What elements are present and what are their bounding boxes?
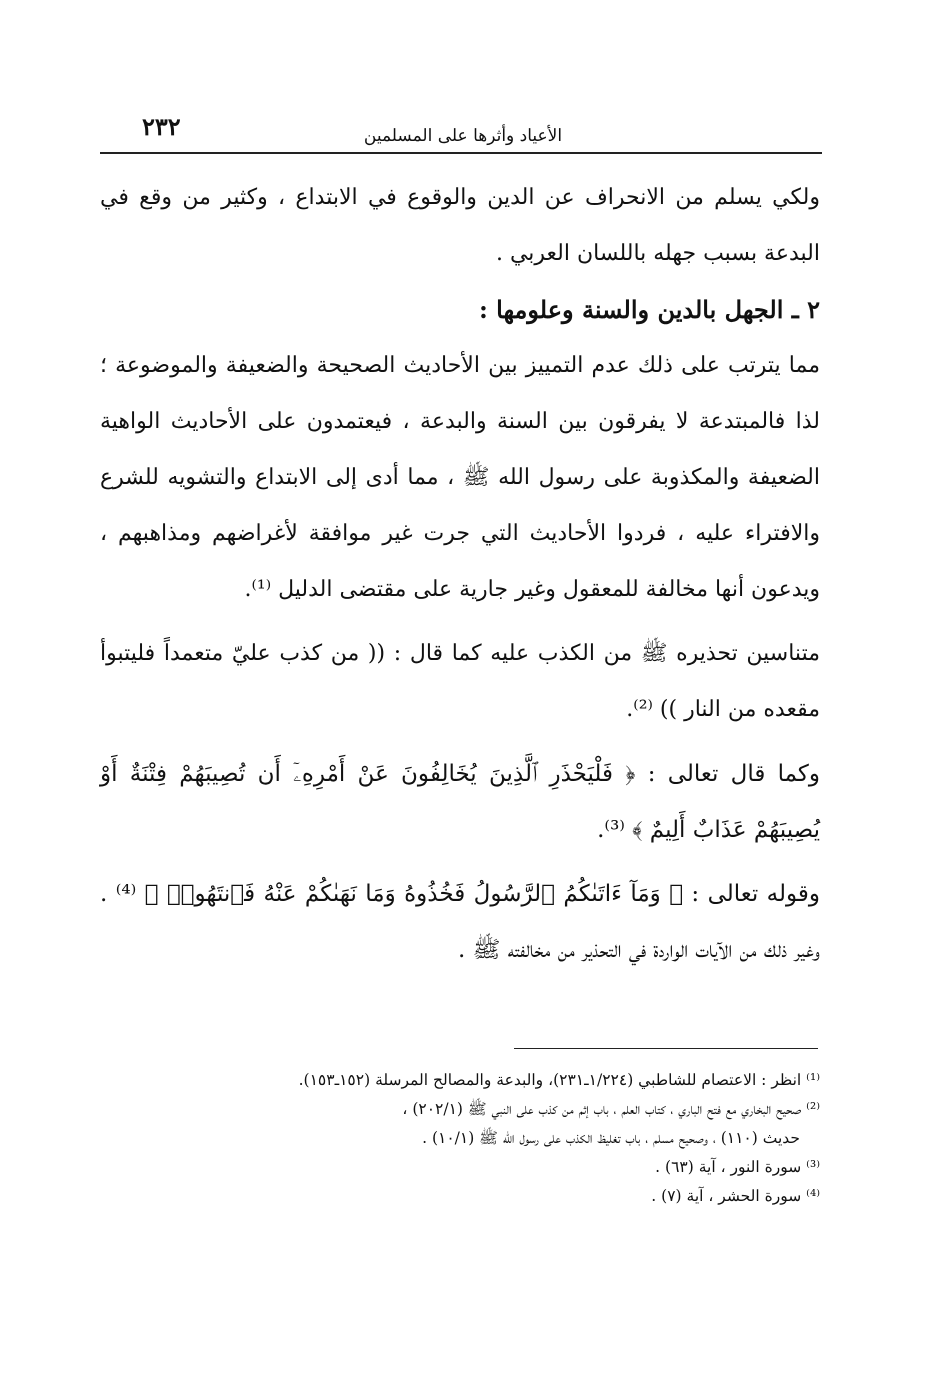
footnote-2-continued: حديث (١١٠) ، وصحيح مسلم ، باب تغليظ الكذب على رسول الله ﷺ (١٠/١) . [422,1129,800,1147]
footnote-divider [514,1048,818,1049]
paragraph-3: متناسين تحذيره ﷺ من الكذب عليه كما قال : (( من كذب عليّ متعمداً فليتبوأ مقعده من النار )) ⁽²⁾. [100,641,820,722]
paragraph-5-verse: وقوله تعالى : ﴿ وَمَآ ءَاتَىٰكُمُ ٱلرَّسُولُ فَخُذُوهُ وَمَا نَهَىٰكُمْ عَنْهُ فَٱنتَهُوا۟ ﴾ ⁽⁴⁾ . وغير ذلك من الآيات الواردة في التحذير من مخالفته ﷺ . [100,881,820,963]
paragraph-4-verse: وكما قال تعالى : ﴿ فَلْيَحْذَرِ ٱلَّذِينَ يُخَالِفُونَ عَنْ أَمْرِهِۦٓ أَن تُصِيبَهُمْ فِتْنَةٌ أَوْ يُصِيبَهُمْ عَذَابٌ أَلِيمٌ ﴾ ⁽³⁾. [100,761,820,843]
header-divider [100,152,822,154]
main-text [100,170,820,978]
footnotes [100,1066,820,1211]
footnote-3: ⁽³⁾ سورة النور ، آية (٦٣) . [655,1158,820,1176]
running-title: الأعياد وأثرها على المسلمين [363,126,563,146]
paragraph-2: مما يترتب على ذلك عدم التمييز بين الأحاديث الصحيحة والضعيفة والموضوعة ؛ لذا فالمبتدعة لا يفرقون بين السنة والبدعة ، فيعتمدون على الأحاديث الواهية الضعيفة والمكذوبة على رسول الله ﷺ ، مما أدى إلى الابتداع والتشويه للشرع والافتراء عليه ، فردوا الأحاديث التي جرت غير موافقة لأغراضهم ومذاهبهم ، ويدعون أنها مخالفة للمعقول وغير جارية على مقتضى الدليل ⁽¹⁾. [100,353,820,602]
footnote-2: ⁽²⁾ صحيح البخاري مع فتح الباري ، كتاب العلم ، باب إثم من كذب على النبي ﷺ (٢٠٢/١) ، [402,1100,820,1118]
page-number: ٢٣٢ [142,112,181,141]
footnote-1: ⁽¹⁾ انظر : الاعتصام للشاطبي (١/٢٢٤ـ٢٣١)، والبدعة والمصالح المرسلة (١٥٢ـ١٥٣). [298,1071,820,1089]
section-heading: ٢ ـ الجهل بالدين والسنة وعلومها : [478,295,820,324]
page-header [100,112,826,156]
paragraph-1: ولكي يسلم من الانحراف عن الدين والوقوع في الابتداع ، وكثير من وقع في البدعة بسبب جهله باللسان العربي . [100,185,820,266]
footnote-4: ⁽⁴⁾ سورة الحشر ، آية (٧) . [651,1187,820,1205]
